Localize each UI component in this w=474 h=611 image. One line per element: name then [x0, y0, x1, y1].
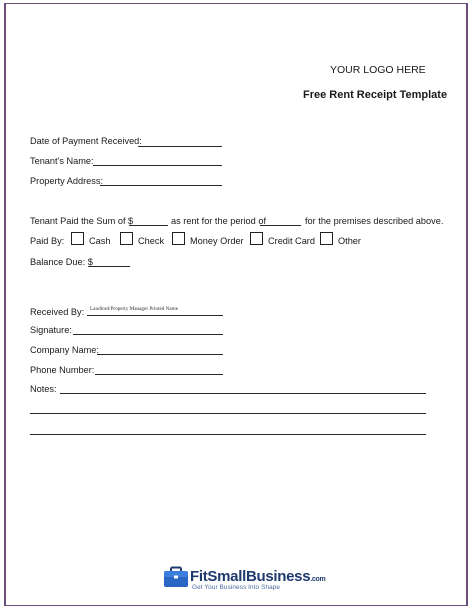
date-label: Date of Payment Received: [30, 136, 142, 146]
received-by-label: Received By: [30, 307, 85, 317]
balance-label: Balance Due: $ [30, 257, 93, 267]
checkbox-other[interactable] [320, 232, 333, 245]
phone-number-field[interactable] [95, 374, 223, 375]
checkbox-check[interactable] [120, 232, 133, 245]
briefcase-icon [163, 566, 189, 588]
brand-name-text: FitSmallBusiness [190, 568, 311, 585]
brand-suffix: .com [310, 576, 326, 583]
received-by-field[interactable] [87, 315, 223, 316]
notes-line-2[interactable] [30, 413, 426, 414]
payment-method-other: Other [338, 236, 361, 246]
payment-method-check: Check [138, 236, 165, 246]
logo-placeholder: YOUR LOGO HERE [330, 64, 426, 76]
property-label: Property Address: [30, 176, 104, 186]
brand-tagline: Get Your Business Into Shape [192, 584, 281, 591]
signature-field[interactable] [73, 334, 223, 335]
brand-name [190, 568, 325, 585]
payment-method-credit-card: Credit Card [268, 236, 315, 246]
sum-prefix: Tenant Paid the Sum of $ [30, 216, 134, 226]
company-name-field[interactable] [97, 354, 223, 355]
checkbox-cash[interactable] [71, 232, 84, 245]
sum-amount-field[interactable] [129, 225, 168, 226]
tenant-label: Tenant's Name: [30, 156, 94, 166]
checkbox-credit-card[interactable] [250, 232, 263, 245]
notes-line-3[interactable] [30, 434, 426, 435]
sum-suffix: for the premises described above. [305, 216, 444, 226]
payment-method-cash: Cash [89, 236, 111, 246]
phone-label: Phone Number: [30, 365, 95, 375]
notes-line-1[interactable] [60, 393, 426, 394]
sum-mid: as rent for the period of [171, 216, 266, 226]
page-title: Free Rent Receipt Template [303, 89, 448, 101]
period-field[interactable] [260, 225, 301, 226]
payment-method-money-order: Money Order [190, 236, 244, 246]
date-field[interactable] [138, 146, 222, 147]
company-label: Company Name: [30, 345, 99, 355]
property-address-field[interactable] [100, 185, 222, 186]
received-by-hint: Landlord/Property Manager Printed Name [90, 306, 179, 312]
signature-label: Signature: [30, 325, 72, 335]
checkbox-money-order[interactable] [172, 232, 185, 245]
balance-field[interactable] [88, 266, 130, 267]
tenant-name-field[interactable] [93, 165, 222, 166]
notes-label: Notes: [30, 384, 57, 394]
paid-by-label: Paid By: [30, 236, 65, 246]
